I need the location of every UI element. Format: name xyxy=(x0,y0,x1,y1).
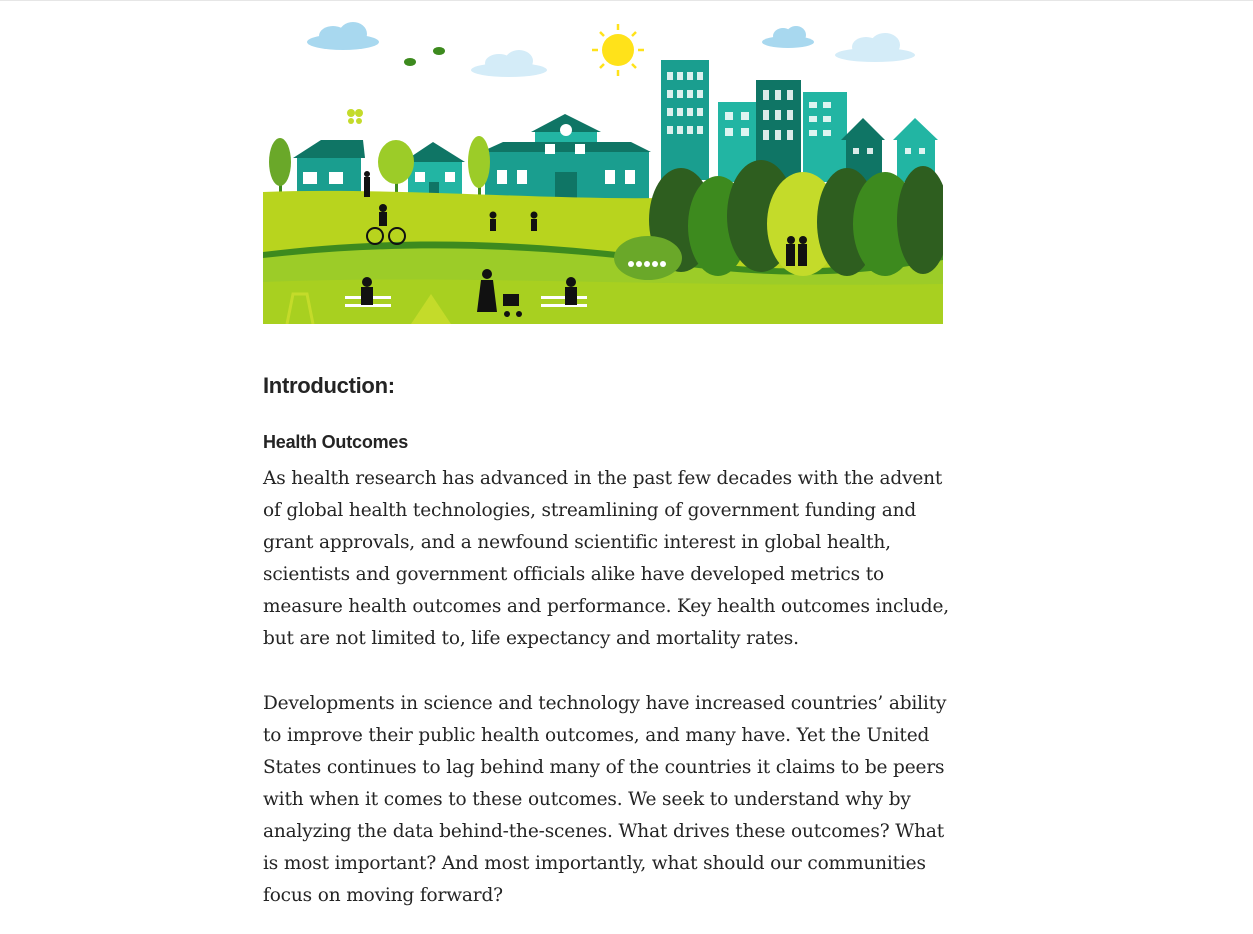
tree-grove xyxy=(614,160,943,280)
section-heading: Introduction: xyxy=(263,373,395,398)
paragraph: Developments in science and technology have increased countries’ ability to improve their public health outcomes, and many have. Yet the United States continues to lag behind many of the countries it claims to be peers with when it comes to these outcomes. We seek to understand why by analyzing the data behind-the-scenes. What drives these outcomes? What is most important? And most importantly, what should our communities focus on moving forward? xyxy=(263,693,947,906)
top-divider xyxy=(0,0,1253,1)
paragraph: As health research has advanced in the past few decades with the advent of global health technologies, streamlining of government funding and grant approvals, and a newfound scientific interest in global health, scientists and government officials alike have developed metrics to measure health outcomes and performance. Key health outcomes include, but are not limited to, life expectancy and mortality rates. xyxy=(263,468,950,649)
hero-illustration xyxy=(263,12,943,324)
sub-heading: Health Outcomes xyxy=(263,432,409,452)
